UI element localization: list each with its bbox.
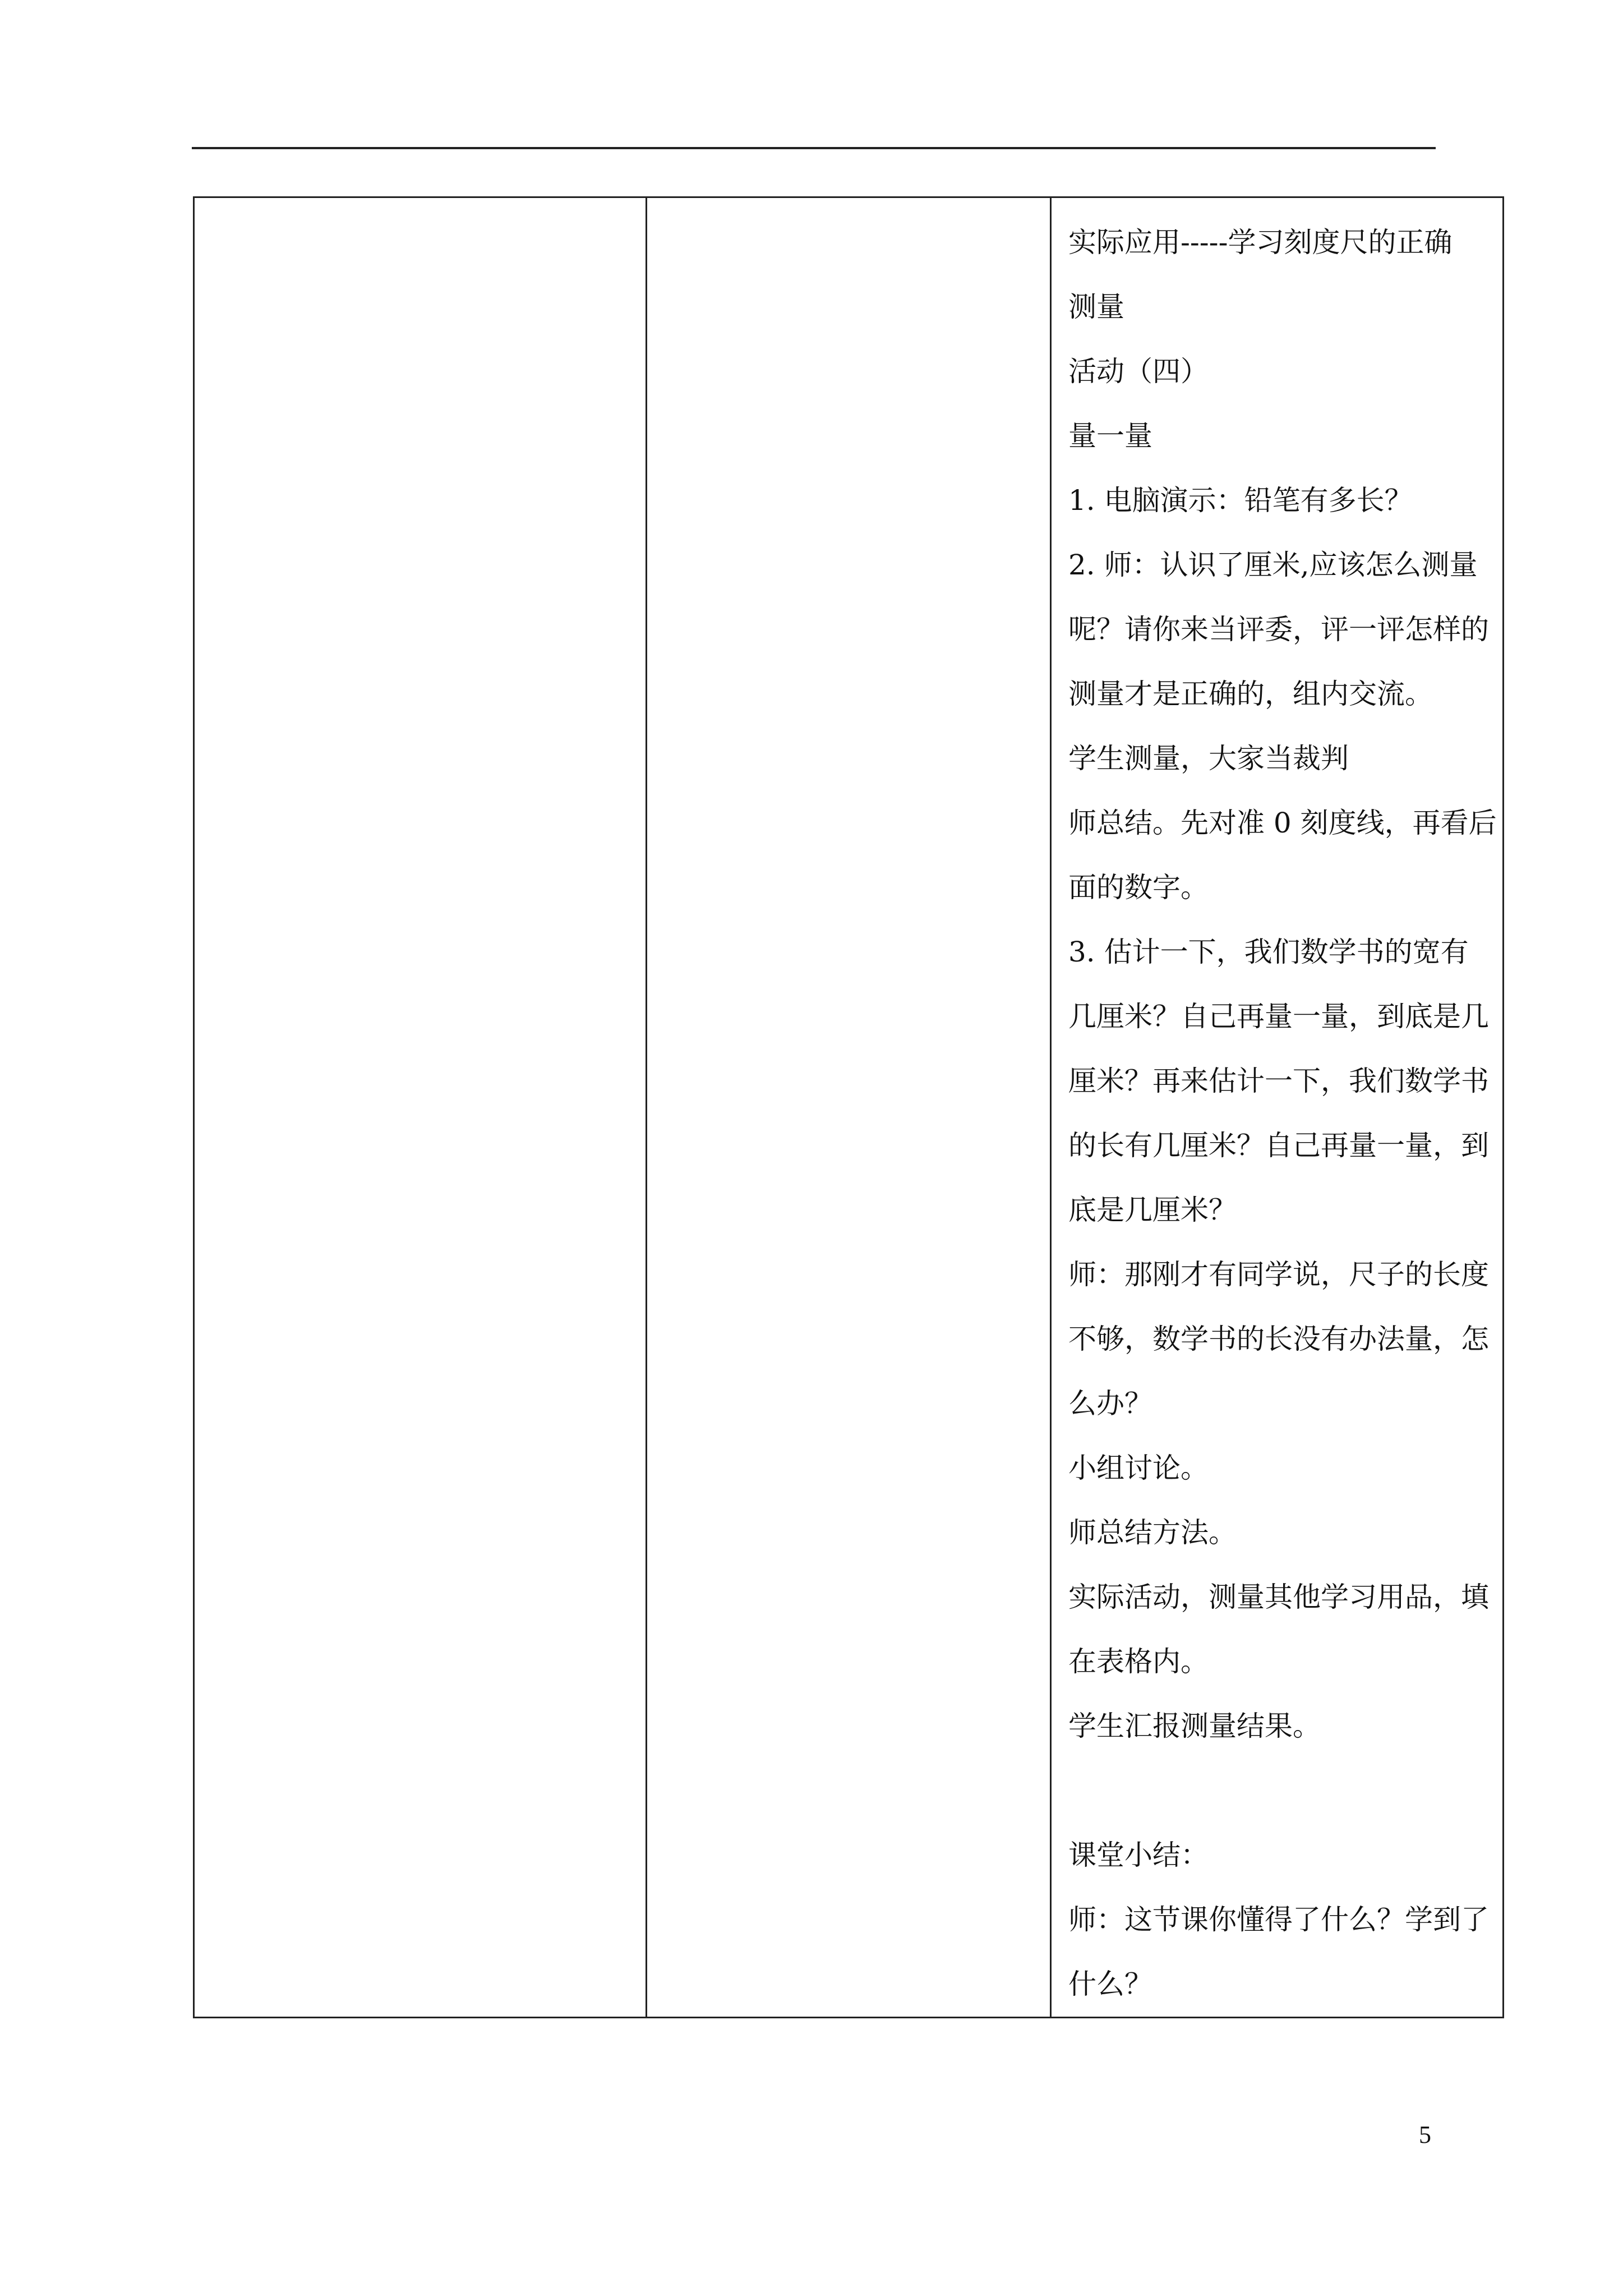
text-line: 厘米？再来估计一下，我们数学书 [1068, 1065, 1489, 1097]
text-line: 师总结。先对准 0 刻度线，再看后 [1068, 807, 1497, 839]
text-line: 测量 [1068, 291, 1124, 323]
text-line: 实际活动，测量其他学习用品，填 [1068, 1581, 1489, 1613]
text-line: 师：那刚才有同学说，尺子的长度 [1068, 1258, 1489, 1291]
text-line: 在表格内。 [1068, 1645, 1209, 1678]
text-line: 3. 估计一下，我们数学书的宽有 [1068, 936, 1469, 968]
text-line: 师总结方法。 [1068, 1516, 1237, 1549]
text-line: 测量才是正确的，组内交流。 [1068, 678, 1433, 710]
text-line: 什么？ [1068, 1968, 1152, 2000]
text-line: 师：这节课你懂得了什么？学到了 [1068, 1903, 1489, 1936]
text-line: 实际应用-----学习刻度尺的正确 [1068, 226, 1453, 259]
table-cell-column-2 [647, 197, 1051, 2018]
text-line: 学生测量，大家当裁判 [1068, 742, 1349, 775]
blank-line [1068, 1759, 1491, 1823]
lesson-table [193, 196, 1504, 2018]
text-line: 活动（四） [1068, 355, 1209, 388]
page-number: 5 [1419, 2121, 1431, 2148]
table-cell-column-3 [1051, 197, 1504, 2018]
table-row [194, 197, 1504, 2018]
text-line: 学生汇报测量结果。 [1068, 1710, 1321, 1742]
text-line: 的长有几厘米？自己再量一量，到 [1068, 1129, 1489, 1162]
text-line: 量一量 [1068, 420, 1152, 452]
text-line: 课堂小结： [1068, 1839, 1209, 1871]
text-line: 1. 电脑演示：铅笔有多长？ [1068, 484, 1413, 517]
text-line: 呢？请你来当评委，评一评怎样的 [1068, 613, 1489, 646]
text-line: 2. 师：认识了厘米,应该怎么测量 [1068, 549, 1478, 581]
text-line: 么办？ [1068, 1387, 1152, 1420]
text-line: 底是几厘米？ [1068, 1194, 1237, 1226]
lesson-text [1052, 198, 1502, 2017]
header-rule [192, 147, 1436, 149]
text-line: 面的数字。 [1068, 871, 1209, 904]
table-cell-column-1 [194, 197, 647, 2018]
text-line: 小组讨论。 [1068, 1452, 1209, 1484]
text-line: 不够，数学书的长没有办法量，怎 [1068, 1323, 1489, 1355]
text-line: 几厘米？自己再量一量，到底是几 [1068, 1000, 1489, 1033]
